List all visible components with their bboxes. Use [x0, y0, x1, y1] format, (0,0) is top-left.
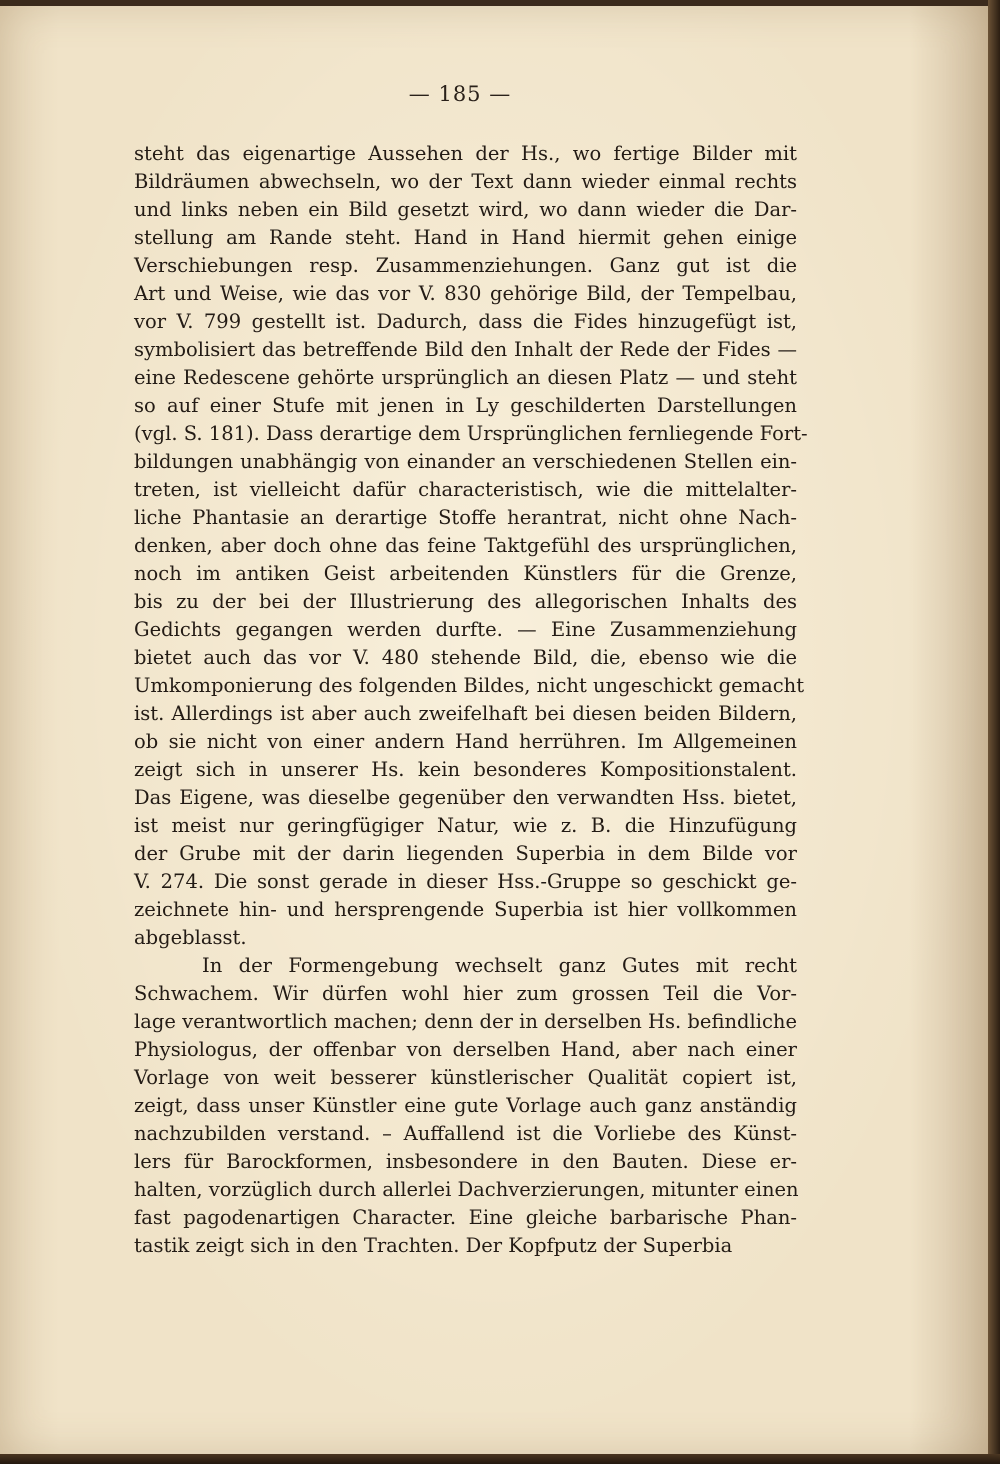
text-line: symbolisiert das betreffende Bild den Inhalt der Rede der Fides — — [134, 338, 797, 361]
text-line: liche Phantasie an derartige Stoffe herantrat, nicht ohne Nach- — [134, 506, 797, 529]
text-line: der Grube mit der darin liegenden Superbia in dem Bilde vor — [134, 842, 797, 865]
book-edge-bottom — [0, 1454, 1000, 1464]
text-line: noch im antiken Geist arbeitenden Künstlers für die Grenze, — [134, 562, 797, 585]
text-line: und links neben ein Bild gesetzt wird, wo dann wieder die Dar- — [134, 198, 797, 221]
text-line: zeigt sich in unserer Hs. kein besonderes Kompositionstalent. — [134, 758, 797, 781]
text-line: abgeblasst. — [134, 926, 247, 949]
text-line: stellung am Rande steht. Hand in Hand hiermit gehen einige — [134, 226, 797, 249]
text-line: Bildräumen abwechseln, wo der Text dann wieder einmal rechts — [134, 170, 797, 193]
text-line: halten, vorzüglich durch allerlei Dachverzierungen, mitunter einen — [134, 1178, 799, 1201]
text-line: zeigt, dass unser Künstler eine gute Vorlage auch ganz anständig — [134, 1094, 797, 1117]
paragraph — [134, 140, 808, 952]
text-line: V. 274. Die sonst gerade in dieser Hss.-Gruppe so geschickt ge- — [134, 870, 797, 893]
text-line: tastik zeigt sich in den Trachten. Der Kopfputz der Superbia — [134, 1234, 733, 1257]
text-line: Art und Weise, wie das vor V. 830 gehörige Bild, der Tempelbau, — [134, 282, 797, 305]
text-line: Verschiebungen resp. Zusammenziehungen. Ganz gut ist die — [134, 254, 797, 277]
text-line: vor V. 799 gestellt ist. Dadurch, dass die Fides hinzugefügt ist, — [134, 310, 797, 333]
book-page — [0, 6, 988, 1454]
text-line: ist meist nur geringfügiger Natur, wie z. B. die Hinzufügung — [134, 814, 797, 837]
text-line: treten, ist vielleicht dafür characteristisch, wie die mittelalter- — [134, 478, 797, 501]
text-line: Schwachem. Wir dürfen wohl hier zum grossen Teil die Vor- — [134, 982, 797, 1005]
book-edge-right — [988, 0, 1000, 1464]
text-line: fast pagodenartigen Character. Eine gleiche barbarische Phan- — [134, 1206, 797, 1229]
text-line: bis zu der bei der Illustrierung des allegorischen Inhalts des — [134, 590, 797, 613]
text-line: In der Formengebung wechselt ganz Gutes mit recht — [202, 954, 797, 977]
text-line: steht das eigenartige Aussehen der Hs., wo fertige Bilder mit — [134, 142, 797, 165]
text-line: lage verantwortlich machen; denn der in derselben Hs. befindliche — [134, 1010, 797, 1033]
paragraph — [134, 952, 797, 1260]
text-line: Gedichts gegangen werden durfte. — Eine Zusammenziehung — [134, 618, 797, 641]
text-line: ist. Allerdings ist aber auch zweifelhaft bei diesen beiden Bildern, — [134, 702, 797, 725]
text-line: (vgl. S. 181). Dass derartige dem Ursprünglichen fernliegende Fort- — [134, 422, 808, 445]
text-line: bietet auch das vor V. 480 stehende Bild, die, ebenso wie die — [134, 646, 797, 669]
body-text — [134, 140, 808, 1260]
text-line: bildungen unabhängig von einander an verschiedenen Stellen ein- — [134, 450, 797, 473]
text-line: nachzubilden verstand. – Auffallend ist die Vorliebe des Künst- — [134, 1122, 797, 1145]
text-line: ob sie nicht von einer andern Hand herrühren. Im Allgemeinen — [134, 730, 797, 753]
text-line: Vorlage von weit besserer künstlerischer Qualität copiert ist, — [134, 1066, 797, 1089]
text-line: Physiologus, der offenbar von derselben Hand, aber nach einer — [134, 1038, 797, 1061]
text-line: eine Redescene gehörte ursprünglich an diesen Platz — und steht — [134, 366, 797, 389]
text-line: denken, aber doch ohne das feine Taktgefühl des ursprünglichen, — [134, 534, 797, 557]
page-number: — 185 — — [408, 82, 512, 106]
text-line: Das Eigene, was dieselbe gegenüber den verwandten Hss. bietet, — [134, 786, 797, 809]
text-line: lers für Barockformen, insbesondere in den Bauten. Diese er- — [134, 1150, 797, 1173]
text-line: zeichnete hin- und hersprengende Superbia ist hier vollkommen — [134, 898, 797, 921]
text-line: so auf einer Stufe mit jenen in Ly geschilderten Darstellungen — [134, 394, 797, 417]
text-line: Umkomponierung des folgenden Bildes, nicht ungeschickt gemacht — [134, 674, 805, 697]
